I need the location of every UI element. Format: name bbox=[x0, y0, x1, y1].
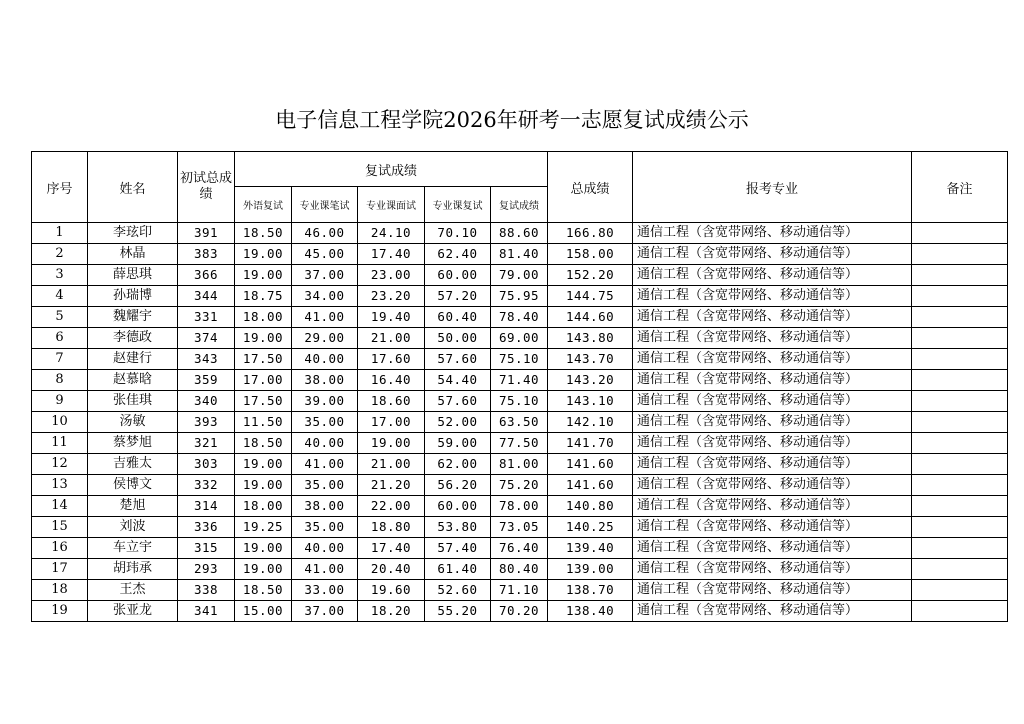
cell-remark bbox=[912, 454, 1008, 475]
cell-foreign-language: 19.00 bbox=[235, 559, 292, 580]
table-row bbox=[32, 370, 1008, 391]
cell-major: 通信工程（含宽带网络、移动通信等） bbox=[633, 475, 912, 496]
cell-index: 13 bbox=[32, 475, 88, 496]
cell-written-exam: 29.00 bbox=[292, 328, 358, 349]
cell-written-exam: 40.00 bbox=[292, 538, 358, 559]
cell-written-exam: 40.00 bbox=[292, 433, 358, 454]
table-row bbox=[32, 475, 1008, 496]
header-retest-score: 复试成绩 bbox=[491, 187, 548, 223]
cell-remark bbox=[912, 538, 1008, 559]
cell-name: 赵慕晗 bbox=[88, 370, 178, 391]
cell-major: 通信工程（含宽带网络、移动通信等） bbox=[633, 349, 912, 370]
cell-retest-score: 88.60 bbox=[491, 223, 548, 244]
cell-foreign-language: 19.00 bbox=[235, 538, 292, 559]
cell-initial-score: 383 bbox=[178, 244, 235, 265]
cell-major: 通信工程（含宽带网络、移动通信等） bbox=[633, 286, 912, 307]
cell-remark bbox=[912, 328, 1008, 349]
cell-written-exam: 46.00 bbox=[292, 223, 358, 244]
cell-retest-score: 79.00 bbox=[491, 265, 548, 286]
cell-retest-score: 70.20 bbox=[491, 601, 548, 622]
cell-major-retest: 52.60 bbox=[425, 580, 491, 601]
cell-major-retest: 52.00 bbox=[425, 412, 491, 433]
cell-remark bbox=[912, 286, 1008, 307]
cell-remark bbox=[912, 307, 1008, 328]
cell-retest-score: 81.00 bbox=[491, 454, 548, 475]
cell-foreign-language: 19.00 bbox=[235, 244, 292, 265]
cell-major: 通信工程（含宽带网络、移动通信等） bbox=[633, 496, 912, 517]
cell-name: 胡玮承 bbox=[88, 559, 178, 580]
table-row bbox=[32, 223, 1008, 244]
cell-interview: 19.00 bbox=[358, 433, 425, 454]
cell-major: 通信工程（含宽带网络、移动通信等） bbox=[633, 580, 912, 601]
cell-total: 141.60 bbox=[548, 454, 633, 475]
cell-retest-score: 77.50 bbox=[491, 433, 548, 454]
cell-index: 17 bbox=[32, 559, 88, 580]
cell-remark bbox=[912, 559, 1008, 580]
cell-major: 通信工程（含宽带网络、移动通信等） bbox=[633, 601, 912, 622]
cell-name: 侯博文 bbox=[88, 475, 178, 496]
header-written-exam: 专业课笔试 bbox=[292, 187, 358, 223]
cell-written-exam: 37.00 bbox=[292, 265, 358, 286]
cell-index: 7 bbox=[32, 349, 88, 370]
cell-major-retest: 55.20 bbox=[425, 601, 491, 622]
table-row bbox=[32, 265, 1008, 286]
cell-name: 林晶 bbox=[88, 244, 178, 265]
cell-major-retest: 60.40 bbox=[425, 307, 491, 328]
cell-major-retest: 70.10 bbox=[425, 223, 491, 244]
cell-interview: 18.20 bbox=[358, 601, 425, 622]
cell-retest-score: 78.00 bbox=[491, 496, 548, 517]
header-index: 序号 bbox=[32, 152, 88, 223]
header-major-retest: 专业课复试 bbox=[425, 187, 491, 223]
cell-index: 8 bbox=[32, 370, 88, 391]
cell-initial-score: 332 bbox=[178, 475, 235, 496]
cell-foreign-language: 15.00 bbox=[235, 601, 292, 622]
cell-remark bbox=[912, 223, 1008, 244]
cell-index: 2 bbox=[32, 244, 88, 265]
cell-retest-score: 75.10 bbox=[491, 349, 548, 370]
cell-major: 通信工程（含宽带网络、移动通信等） bbox=[633, 517, 912, 538]
cell-major-retest: 57.60 bbox=[425, 349, 491, 370]
cell-remark bbox=[912, 580, 1008, 601]
cell-foreign-language: 19.25 bbox=[235, 517, 292, 538]
cell-written-exam: 33.00 bbox=[292, 580, 358, 601]
cell-retest-score: 75.95 bbox=[491, 286, 548, 307]
cell-initial-score: 344 bbox=[178, 286, 235, 307]
cell-major-retest: 56.20 bbox=[425, 475, 491, 496]
header-interview: 专业课面试 bbox=[358, 187, 425, 223]
cell-retest-score: 73.05 bbox=[491, 517, 548, 538]
table-row bbox=[32, 580, 1008, 601]
cell-written-exam: 38.00 bbox=[292, 370, 358, 391]
cell-remark bbox=[912, 244, 1008, 265]
cell-retest-score: 69.00 bbox=[491, 328, 548, 349]
cell-major-retest: 62.00 bbox=[425, 454, 491, 475]
cell-retest-score: 78.40 bbox=[491, 307, 548, 328]
cell-initial-score: 359 bbox=[178, 370, 235, 391]
cell-foreign-language: 19.00 bbox=[235, 265, 292, 286]
table-row bbox=[32, 412, 1008, 433]
table-body bbox=[32, 223, 1008, 622]
cell-initial-score: 336 bbox=[178, 517, 235, 538]
table-row bbox=[32, 559, 1008, 580]
cell-foreign-language: 19.00 bbox=[235, 475, 292, 496]
header-retest-group: 复试成绩 bbox=[235, 152, 548, 187]
cell-major: 通信工程（含宽带网络、移动通信等） bbox=[633, 538, 912, 559]
table-row bbox=[32, 454, 1008, 475]
cell-major-retest: 60.00 bbox=[425, 496, 491, 517]
cell-major: 通信工程（含宽带网络、移动通信等） bbox=[633, 559, 912, 580]
cell-index: 5 bbox=[32, 307, 88, 328]
header-remark: 备注 bbox=[912, 152, 1008, 223]
cell-interview: 17.40 bbox=[358, 244, 425, 265]
cell-interview: 21.20 bbox=[358, 475, 425, 496]
cell-interview: 23.00 bbox=[358, 265, 425, 286]
cell-retest-score: 80.40 bbox=[491, 559, 548, 580]
table-row bbox=[32, 517, 1008, 538]
cell-interview: 16.40 bbox=[358, 370, 425, 391]
cell-initial-score: 315 bbox=[178, 538, 235, 559]
cell-remark bbox=[912, 412, 1008, 433]
cell-written-exam: 35.00 bbox=[292, 475, 358, 496]
cell-written-exam: 41.00 bbox=[292, 559, 358, 580]
cell-major-retest: 61.40 bbox=[425, 559, 491, 580]
cell-index: 15 bbox=[32, 517, 88, 538]
cell-retest-score: 75.10 bbox=[491, 391, 548, 412]
cell-interview: 17.40 bbox=[358, 538, 425, 559]
cell-total: 143.20 bbox=[548, 370, 633, 391]
cell-foreign-language: 17.50 bbox=[235, 391, 292, 412]
page-title: 电子信息工程学院2026年研考一志愿复试成绩公示 bbox=[275, 108, 749, 132]
cell-interview: 23.20 bbox=[358, 286, 425, 307]
cell-major-retest: 59.00 bbox=[425, 433, 491, 454]
cell-written-exam: 41.00 bbox=[292, 454, 358, 475]
header-total: 总成绩 bbox=[548, 152, 633, 223]
cell-total: 144.60 bbox=[548, 307, 633, 328]
cell-foreign-language: 18.50 bbox=[235, 433, 292, 454]
cell-foreign-language: 11.50 bbox=[235, 412, 292, 433]
cell-major-retest: 57.40 bbox=[425, 538, 491, 559]
cell-major: 通信工程（含宽带网络、移动通信等） bbox=[633, 391, 912, 412]
cell-index: 1 bbox=[32, 223, 88, 244]
cell-foreign-language: 18.50 bbox=[235, 223, 292, 244]
cell-initial-score: 321 bbox=[178, 433, 235, 454]
cell-index: 16 bbox=[32, 538, 88, 559]
cell-total: 138.70 bbox=[548, 580, 633, 601]
cell-name: 车立宇 bbox=[88, 538, 178, 559]
cell-initial-score: 374 bbox=[178, 328, 235, 349]
table-header bbox=[32, 152, 1008, 223]
cell-remark bbox=[912, 433, 1008, 454]
cell-interview: 19.40 bbox=[358, 307, 425, 328]
cell-foreign-language: 18.50 bbox=[235, 580, 292, 601]
cell-initial-score: 366 bbox=[178, 265, 235, 286]
cell-name: 王杰 bbox=[88, 580, 178, 601]
cell-total: 166.80 bbox=[548, 223, 633, 244]
cell-initial-score: 338 bbox=[178, 580, 235, 601]
cell-remark bbox=[912, 265, 1008, 286]
cell-major-retest: 60.00 bbox=[425, 265, 491, 286]
cell-interview: 17.60 bbox=[358, 349, 425, 370]
cell-index: 14 bbox=[32, 496, 88, 517]
cell-index: 19 bbox=[32, 601, 88, 622]
cell-major: 通信工程（含宽带网络、移动通信等） bbox=[633, 244, 912, 265]
cell-major: 通信工程（含宽带网络、移动通信等） bbox=[633, 454, 912, 475]
cell-remark bbox=[912, 475, 1008, 496]
cell-interview: 18.60 bbox=[358, 391, 425, 412]
cell-name: 赵建行 bbox=[88, 349, 178, 370]
cell-name: 吉雅太 bbox=[88, 454, 178, 475]
cell-foreign-language: 19.00 bbox=[235, 328, 292, 349]
cell-interview: 19.60 bbox=[358, 580, 425, 601]
cell-retest-score: 63.50 bbox=[491, 412, 548, 433]
cell-index: 11 bbox=[32, 433, 88, 454]
cell-major-retest: 50.00 bbox=[425, 328, 491, 349]
cell-written-exam: 35.00 bbox=[292, 412, 358, 433]
cell-name: 汤敏 bbox=[88, 412, 178, 433]
cell-retest-score: 71.10 bbox=[491, 580, 548, 601]
cell-major: 通信工程（含宽带网络、移动通信等） bbox=[633, 412, 912, 433]
cell-initial-score: 341 bbox=[178, 601, 235, 622]
header-foreign-language: 外语复试 bbox=[235, 187, 292, 223]
cell-written-exam: 40.00 bbox=[292, 349, 358, 370]
cell-total: 139.40 bbox=[548, 538, 633, 559]
cell-index: 10 bbox=[32, 412, 88, 433]
cell-major: 通信工程（含宽带网络、移动通信等） bbox=[633, 223, 912, 244]
cell-major-retest: 54.40 bbox=[425, 370, 491, 391]
cell-total: 152.20 bbox=[548, 265, 633, 286]
header-name: 姓名 bbox=[88, 152, 178, 223]
cell-major: 通信工程（含宽带网络、移动通信等） bbox=[633, 307, 912, 328]
cell-foreign-language: 18.75 bbox=[235, 286, 292, 307]
table-row bbox=[32, 349, 1008, 370]
cell-written-exam: 34.00 bbox=[292, 286, 358, 307]
cell-initial-score: 393 bbox=[178, 412, 235, 433]
table-row bbox=[32, 244, 1008, 265]
cell-remark bbox=[912, 496, 1008, 517]
cell-name: 刘波 bbox=[88, 517, 178, 538]
cell-foreign-language: 18.00 bbox=[235, 307, 292, 328]
cell-total: 144.75 bbox=[548, 286, 633, 307]
cell-name: 楚旭 bbox=[88, 496, 178, 517]
cell-index: 9 bbox=[32, 391, 88, 412]
table-row bbox=[32, 496, 1008, 517]
cell-name: 李德政 bbox=[88, 328, 178, 349]
cell-remark bbox=[912, 391, 1008, 412]
cell-name: 薛思琪 bbox=[88, 265, 178, 286]
cell-remark bbox=[912, 349, 1008, 370]
cell-total: 142.10 bbox=[548, 412, 633, 433]
cell-index: 3 bbox=[32, 265, 88, 286]
cell-name: 张亚龙 bbox=[88, 601, 178, 622]
cell-total: 140.25 bbox=[548, 517, 633, 538]
table-row bbox=[32, 538, 1008, 559]
cell-major-retest: 57.20 bbox=[425, 286, 491, 307]
cell-remark bbox=[912, 517, 1008, 538]
cell-total: 139.00 bbox=[548, 559, 633, 580]
cell-total: 143.70 bbox=[548, 349, 633, 370]
cell-initial-score: 391 bbox=[178, 223, 235, 244]
cell-name: 张佳琪 bbox=[88, 391, 178, 412]
cell-retest-score: 76.40 bbox=[491, 538, 548, 559]
cell-major-retest: 62.40 bbox=[425, 244, 491, 265]
cell-name: 李玹印 bbox=[88, 223, 178, 244]
cell-written-exam: 38.00 bbox=[292, 496, 358, 517]
cell-interview: 21.00 bbox=[358, 454, 425, 475]
cell-interview: 24.10 bbox=[358, 223, 425, 244]
table-row bbox=[32, 328, 1008, 349]
cell-major-retest: 53.80 bbox=[425, 517, 491, 538]
cell-foreign-language: 19.00 bbox=[235, 454, 292, 475]
cell-remark bbox=[912, 370, 1008, 391]
cell-initial-score: 331 bbox=[178, 307, 235, 328]
cell-total: 158.00 bbox=[548, 244, 633, 265]
cell-written-exam: 37.00 bbox=[292, 601, 358, 622]
cell-interview: 17.00 bbox=[358, 412, 425, 433]
cell-initial-score: 340 bbox=[178, 391, 235, 412]
cell-major: 通信工程（含宽带网络、移动通信等） bbox=[633, 265, 912, 286]
cell-major: 通信工程（含宽带网络、移动通信等） bbox=[633, 433, 912, 454]
cell-foreign-language: 17.00 bbox=[235, 370, 292, 391]
cell-foreign-language: 17.50 bbox=[235, 349, 292, 370]
cell-remark bbox=[912, 601, 1008, 622]
cell-interview: 21.00 bbox=[358, 328, 425, 349]
cell-total: 138.40 bbox=[548, 601, 633, 622]
header-initial-score: 初试总成绩 bbox=[178, 152, 235, 223]
cell-name: 魏耀宇 bbox=[88, 307, 178, 328]
cell-name: 孙瑞博 bbox=[88, 286, 178, 307]
cell-foreign-language: 18.00 bbox=[235, 496, 292, 517]
cell-initial-score: 314 bbox=[178, 496, 235, 517]
cell-interview: 20.40 bbox=[358, 559, 425, 580]
cell-initial-score: 343 bbox=[178, 349, 235, 370]
cell-total: 140.80 bbox=[548, 496, 633, 517]
cell-written-exam: 41.00 bbox=[292, 307, 358, 328]
table-row bbox=[32, 307, 1008, 328]
cell-initial-score: 293 bbox=[178, 559, 235, 580]
cell-retest-score: 71.40 bbox=[491, 370, 548, 391]
cell-index: 4 bbox=[32, 286, 88, 307]
table-row bbox=[32, 433, 1008, 454]
cell-initial-score: 303 bbox=[178, 454, 235, 475]
cell-major-retest: 57.60 bbox=[425, 391, 491, 412]
cell-total: 143.10 bbox=[548, 391, 633, 412]
cell-name: 蔡梦旭 bbox=[88, 433, 178, 454]
cell-total: 143.80 bbox=[548, 328, 633, 349]
table-row bbox=[32, 601, 1008, 622]
cell-interview: 18.80 bbox=[358, 517, 425, 538]
table-row bbox=[32, 286, 1008, 307]
cell-written-exam: 45.00 bbox=[292, 244, 358, 265]
cell-interview: 22.00 bbox=[358, 496, 425, 517]
cell-major: 通信工程（含宽带网络、移动通信等） bbox=[633, 370, 912, 391]
table-row bbox=[32, 391, 1008, 412]
cell-index: 6 bbox=[32, 328, 88, 349]
results-table bbox=[31, 151, 1008, 622]
cell-major: 通信工程（含宽带网络、移动通信等） bbox=[633, 328, 912, 349]
cell-total: 141.70 bbox=[548, 433, 633, 454]
cell-total: 141.60 bbox=[548, 475, 633, 496]
cell-written-exam: 39.00 bbox=[292, 391, 358, 412]
cell-index: 18 bbox=[32, 580, 88, 601]
cell-written-exam: 35.00 bbox=[292, 517, 358, 538]
cell-retest-score: 75.20 bbox=[491, 475, 548, 496]
header-major: 报考专业 bbox=[633, 152, 912, 223]
cell-retest-score: 81.40 bbox=[491, 244, 548, 265]
cell-index: 12 bbox=[32, 454, 88, 475]
